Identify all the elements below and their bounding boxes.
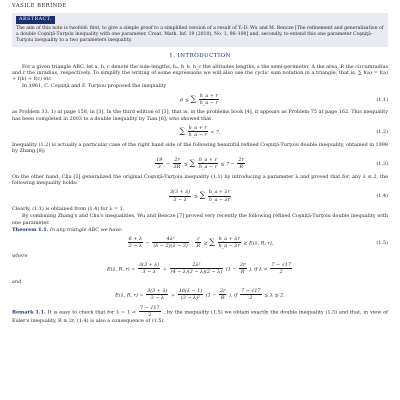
abstract-text: The aim of this note is twofold: first, to give a simple proof to a simplified version of a result of Y.-D. Wu and M. Bencze [The refinement and generalization of a double Coşniţă-Turţoiu inequality with one parameter, Creat. Math. Inf. 19 (2010), No. 1, 96–100] and, secondly, to extend this one parameter Coşniţă-Turţoiu inequality to a two parameters inequality. bbox=[16, 26, 384, 44]
sum-symbol: ∑ bbox=[190, 94, 197, 104]
paragraph-6: Clearly, (1.1) is obtained from (1.4) for λ = 1. bbox=[12, 205, 125, 212]
abstract-title: ABSTRACT. bbox=[16, 16, 55, 24]
eq3-frac-sum: $\frac{h\_a + r}{h\_a - r}$ bbox=[198, 157, 217, 171]
section-title: 1. INTRODUCTION bbox=[169, 53, 231, 60]
equation-1-5: $\frac{6 + \lambda}{2 - \lambda}$ − $\frac{\text{4λ²}}{(\lambda - 2)(\lambda - 3)}$ · $\frac{r}{R}$ ≥ ∑ $\frac{h\_a + \lambda r}{h\_a - \lambda r}$ ≥ E(λ, R, r), (1.5) bbox=[128, 236, 388, 250]
and-label: and bbox=[12, 278, 22, 285]
eq4-frac-l: $\frac{3(3 + \lambda)}{3 - \lambda}$ bbox=[169, 189, 191, 203]
theorem-text: In any triangle ABC we have: bbox=[49, 226, 123, 233]
paragraph-3: as Problem 33. 1) at page 158, in [3]. In the third edition of [3], that is, in the problems book [4], it appears as Problem 75 at page 162. This inequality has been completed in 2003 to a double inequality by Tian [6], who showed that bbox=[12, 109, 388, 122]
sum-symbol: ∑ bbox=[209, 237, 216, 247]
eq2-tag: (1.2) bbox=[376, 128, 388, 135]
remark-label: Remark 1.1. bbox=[12, 308, 46, 315]
paragraph-4: Inequality (1.2) is actually a particular case of the right hand side of the following beautiful refined Coşniţă-Turţoiu double inequality, obtained in 1998 by Zhang [8]: bbox=[12, 141, 388, 154]
equation-1-3: $\frac{19}{3}$ − $\frac{2r}{3R}$ ≤ ∑ $\frac{h\_a + r}{h\_a - r}$ ≤ 7 − $\frac{2r}{R}$ (1.3) bbox=[156, 157, 388, 171]
running-header: VASILE BERINDE bbox=[12, 3, 67, 9]
remark-text-a: It is easy to check that for λ = 1 < bbox=[47, 308, 137, 315]
theorem-label: Theorem 1.1. bbox=[12, 226, 49, 233]
eq3-frac-r: $\frac{2r}{R}$ bbox=[238, 157, 244, 171]
eq3-frac-m: $\frac{2r}{3R}$ bbox=[173, 157, 181, 171]
eq4-frac-sum: $\frac{h\_a + \lambda r}{h\_a - \lambda r}$ bbox=[208, 189, 231, 203]
eq5-tag: (1.5) bbox=[376, 239, 388, 246]
eq1-fraction: $\frac{h\_a + r}{h\_a - r}$ bbox=[199, 92, 218, 107]
paragraph-7: By combining Zhang's and Chu's inequalities, Wu and Bencze [7] proved very recently the following refined Coşniţă-Turţoiu double inequality with one parameter. bbox=[12, 213, 388, 226]
eq2-rhs: < 7. bbox=[210, 129, 221, 136]
theorem-1-1 bbox=[12, 227, 388, 233]
eq3-frac-l: $\frac{19}{3}$ bbox=[156, 157, 163, 171]
equation-E-case-2: E(λ, R, r) = $\frac{3(3 + \lambda)}{3 - \lambda}$ + $\frac{16(\lambda - 1)}{\text{(3 − λ)²}}$ (1 − $\frac{2r}{R}$ ), if $\frac{7 - √17}{2}$ ≤ λ ≤ 2. bbox=[115, 287, 285, 302]
abstract-box bbox=[12, 13, 388, 47]
eq2-fraction: $\frac{h\_a + r}{h\_a - r}$ bbox=[188, 124, 207, 139]
eq1-tag: (1.1) bbox=[376, 96, 388, 103]
paragraph-5: On the other hand, Chu [2] generalized the original Coşniţă-Turţoiu inequality (1.1) by introducing a parameter λ and proved that for, any λ ≤ 2, the following inequality holds: bbox=[12, 173, 388, 187]
remark-1-1 bbox=[12, 305, 388, 325]
where-label: where bbox=[12, 252, 28, 259]
remark-fraction: $\frac{7 - √17}{2}$ bbox=[139, 304, 160, 318]
sum-symbol: ∑ bbox=[179, 126, 186, 136]
equation-1-2 bbox=[12, 125, 388, 139]
eq1-lhs: 6 ≤ bbox=[180, 97, 189, 104]
sum-symbol: ∑ bbox=[199, 190, 206, 200]
eq4-tag: (1.4) bbox=[376, 192, 388, 199]
paragraph-2: In 1961, C. Coşniţă and F. Turţoiu proposed the inequality bbox=[22, 83, 167, 90]
sum-symbol: ∑ bbox=[189, 158, 196, 168]
paragraph-1: For a given triangle ABC, let a, b, c denote the side-lengths, hₐ, h_b, h_c the altitudes lengths, s the semi-perimeter, Δ the area, R the circumradius and r the inradius, respectively. To simplify the writing of some expressions we will also use the cyclic sum notation in a triangle, that is, ∑ f(a) = f(a) + f(b) + f(c) etc. bbox=[12, 63, 388, 83]
eq3-tag: (1.3) bbox=[376, 160, 388, 167]
remark-text-b: , by the inequality (1.5) we obtain exactly the double inequality (1.3) and that, in view of Euler's inequality, R ≥ 2r, (1.4) is also a consequence of (1.5). bbox=[12, 308, 388, 325]
equation-1-4: $\frac{3(3 + \lambda)}{3 - \lambda}$ ≤ ∑ $\frac{h\_a + \lambda r}{h\_a - \lambda r}$ (1.4) bbox=[169, 189, 388, 203]
equation-1-1 bbox=[12, 93, 388, 107]
equation-E-case-1: E(λ, R, r) = $\frac{3(3 + \lambda)}{3 - \lambda}$ + $\frac{\text{2λ²}}{(4 - \lambda)(3 - \lambda)(2 - \lambda)}$ (1 − $\frac{2r}{R}$ ), if λ < $\frac{7 - √17}{2}$ bbox=[106, 262, 291, 276]
